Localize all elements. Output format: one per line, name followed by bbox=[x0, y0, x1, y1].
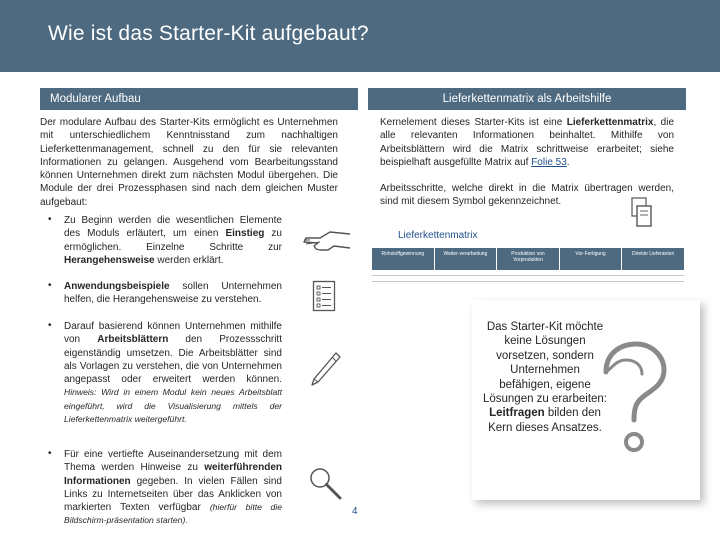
matrix-row bbox=[372, 276, 684, 282]
bullet-4-bold: weiterführenden Informationen bbox=[64, 462, 282, 487]
matrix-p1-part-1: Kernelement dieses Starter-Kits ist eine bbox=[380, 117, 567, 128]
bullet-1-part-3: werden erklärt. bbox=[154, 254, 224, 266]
bullet-4-part-1: Für eine vertiefte Auseinandersetzung mit dem Thema werden Hinweise zu bbox=[64, 449, 282, 474]
section-heading-modular: Modularer Aufbau bbox=[40, 88, 358, 110]
callout-text bbox=[482, 320, 608, 435]
matrix-p1-part-3: . bbox=[566, 156, 570, 168]
matrix-header-cell: Weiter-verarbeitung bbox=[435, 248, 498, 270]
bullet-2-marker: • bbox=[48, 280, 52, 291]
matrix-header-cell: Vor-Fertigung bbox=[560, 248, 623, 270]
bullet-3-part-2: den Prozessschritt eigenständig umsetzen. Die Arbeitsblätter sind als Vorlagen zu verstehen, die von Unternehmen angepasst oder erweitert werden können. bbox=[64, 334, 282, 386]
bullet-1-bold-2: Herangehensweise bbox=[64, 254, 155, 266]
bullet-3-bold: Arbeitsblättern bbox=[97, 334, 169, 346]
matrix-p1-part-2: , die alle relevanten Informationen beinhaltet. Mithilfe von Arbeitsblättern wird die Matrix schrittweise erarbeitet; siehe beispielhaft ausgefüllte Matrix auf bbox=[380, 117, 675, 168]
callout-bold: Leitfragen bbox=[489, 407, 545, 420]
bullet-3-hint: Hinweis: Wird in einem Modul kein neues Arbeitsblatt eingeführt, wird die Visualisierung mittels der Lieferkettenmatrix weitergeführt. bbox=[64, 387, 282, 425]
bullet-1-marker: • bbox=[48, 214, 52, 225]
bullet-3-part-1: Darauf basierend können Unternehmen mithilfe von bbox=[64, 321, 282, 346]
callout-part-2: bilden den Kern dieses Ansatzes. bbox=[488, 407, 602, 434]
intro-paragraph: Der modulare Aufbau des Starter-Kits ermöglicht es Unternehmen mit unterschiedlichem Kenntnisstand zum nachhaltigen Lieferkettenmanagement, schnell zu den für sie relevanten Informationen zu gelangen. Ausgehend vom Bearbeitungsstand können Unternehmen direkt zum nächsten Modul übergehen. Die Module der drei Prozessphasen sind nach dem gleichen Muster aufgebaut: bbox=[40, 117, 338, 208]
folie-53-link[interactable]: Folie 53 bbox=[531, 156, 567, 168]
bullet-2-part: sollen Unternehmen helfen, die Herangehensweise zu verstehen. bbox=[64, 281, 282, 306]
matrix-header-cell: Produktion von Vorprodukten bbox=[497, 248, 560, 270]
pointing-hand-icon bbox=[300, 226, 352, 256]
magnifier-icon bbox=[306, 464, 346, 504]
matrix-header-cell: Rohstoffgewinnung bbox=[372, 248, 435, 270]
title-bar bbox=[0, 0, 720, 72]
bullet-1-text bbox=[64, 214, 282, 267]
matrix-header-row bbox=[372, 248, 684, 270]
bullet-4-hint: (hierfür bitte die Bildschirm-präsentation starten). bbox=[64, 502, 282, 526]
matrix-p1-bold: Lieferkettenmatrix bbox=[566, 117, 654, 128]
page-number: 4 bbox=[352, 506, 358, 517]
page-title: Wie ist das Starter-Kit aufgebaut? bbox=[48, 22, 369, 45]
bullet-2-text bbox=[64, 280, 282, 307]
bullet-3-marker: • bbox=[48, 320, 52, 331]
pencil-icon bbox=[308, 350, 342, 390]
callout-part-1: Das Starter-Kit möchte keine Lösungen vorsetzen, sondern Unternehmen befähigen, eigene Lösungen zu erarbeiten: bbox=[482, 321, 608, 406]
matrix-paragraph-1 bbox=[380, 116, 674, 169]
bullet-4-part-2: gegeben. In vielen Fällen sind Links zu Internetseiten über das Anklicken von markierten Texten verfügbar bbox=[64, 475, 282, 514]
checklist-icon bbox=[312, 280, 336, 312]
matrix-symbol-icon bbox=[626, 196, 654, 230]
section-heading-matrix: Lieferkettenmatrix als Arbeitshilfe bbox=[368, 88, 686, 110]
bullet-1-part-2: zu ermöglichen. Einzelne Schritte zur bbox=[64, 228, 282, 253]
matrix-body bbox=[372, 270, 684, 288]
bullet-2-bold: Anwendungsbeispiele bbox=[64, 281, 170, 292]
bullet-4-marker: • bbox=[48, 448, 52, 459]
bullet-3-text bbox=[64, 320, 282, 426]
matrix-paragraph-2: Arbeitsschritte, welche direkt in die Matrix übertragen werden, sind mit diesem Symbol gekennzeichnet. bbox=[380, 183, 674, 208]
matrix-header-cell: Direkte Lieferanten bbox=[632, 251, 675, 257]
matrix-title: Lieferkettenmatrix bbox=[398, 230, 478, 241]
bullet-1-bold-1: Einstieg bbox=[225, 228, 265, 240]
bullet-4-text bbox=[64, 448, 282, 528]
bullet-1-part-1: Zu Beginn werden die wesentlichen Elemente des Moduls erläutert, um einen bbox=[64, 215, 282, 240]
